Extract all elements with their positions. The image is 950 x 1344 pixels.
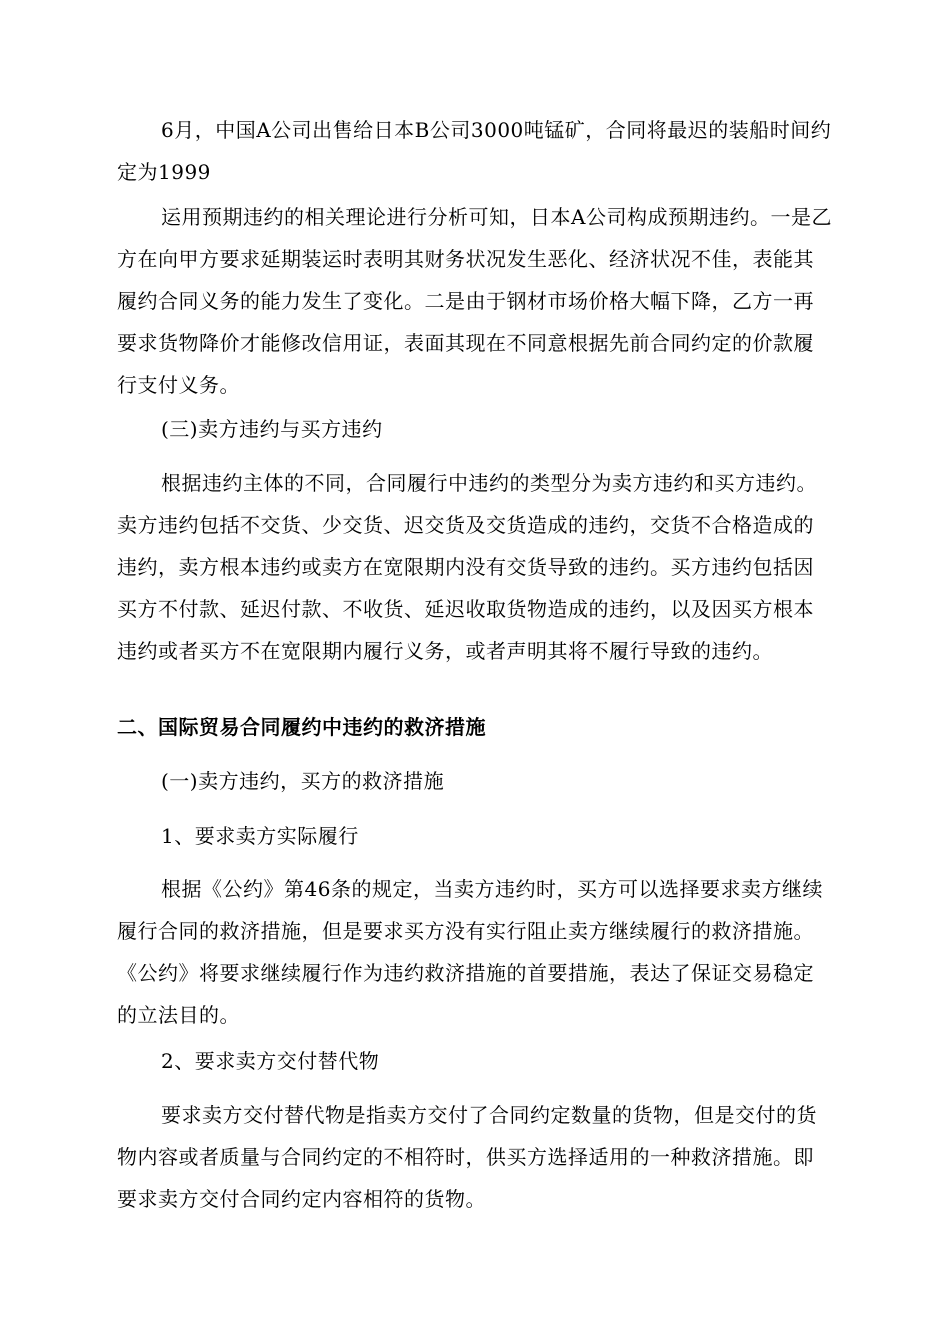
paragraph-contract-date: 6月，中国A公司出售给日本B公司3000吨锰矿，合同将最迟的装船时间约定为1999 (117, 118, 832, 184)
paragraph-substitute-goods: 要求卖方交付替代物是指卖方交付了合同约定数量的货物，但是交付的货物内容或者质量与合同约定的不相符时，供买方选择适用的一种救济措施。即要求卖方交付合同约定内容相符的货物。 (117, 1103, 817, 1211)
section-heading-remedies: 二、国际贸易合同履约中违约的救济措施 (117, 715, 486, 739)
subheading-substitute-goods: 2、要求卖方交付替代物 (161, 1049, 380, 1073)
subheading-seller-buyer-breach: (三)卖方违约与买方违约 (161, 417, 383, 441)
paragraph-article-46: 根据《公约》第46条的规定，当卖方违约时，买方可以选择要求卖方继续履行合同的救济措施，但是要求买方没有实行阻止卖方继续履行的救济措施。《公约》将要求继续履行作为违约救济措施的首要措施，表达了保证交易稳定的立法目的。 (117, 877, 823, 1027)
subheading-specific-performance: 1、要求卖方实际履行 (161, 824, 359, 848)
paragraph-breach-types: 根据违约主体的不同，合同履行中违约的类型分为卖方违约和买方违约。卖方违约包括不交货、少交货、迟交货及交货造成的违约，交货不合格造成的违约，卖方根本违约或卖方在宽限期内没有交货导致的违约。买方违约包括因买方不付款、延迟付款、不收货、延迟收取货物造成的违约，以及因买方根本违约或者买方不在宽限期内履行义务，或者声明其将不履行导致的违约。 (117, 471, 817, 663)
subheading-buyer-remedies: (一)卖方违约，买方的救济措施 (161, 769, 445, 793)
paragraph-anticipatory-breach-analysis: 运用预期违约的相关理论进行分析可知，日本A公司构成预期违约。一是乙方在向甲方要求延期装运时表明其财务状况发生恶化、经济状况不佳，表能其履约合同义务的能力发生了变化。二是由于钢材市场价格大幅下降，乙方一再要求货物降价才能修改信用证，表面其现在不同意根据先前合同约定的价款履行支付义务。 (117, 205, 832, 397)
